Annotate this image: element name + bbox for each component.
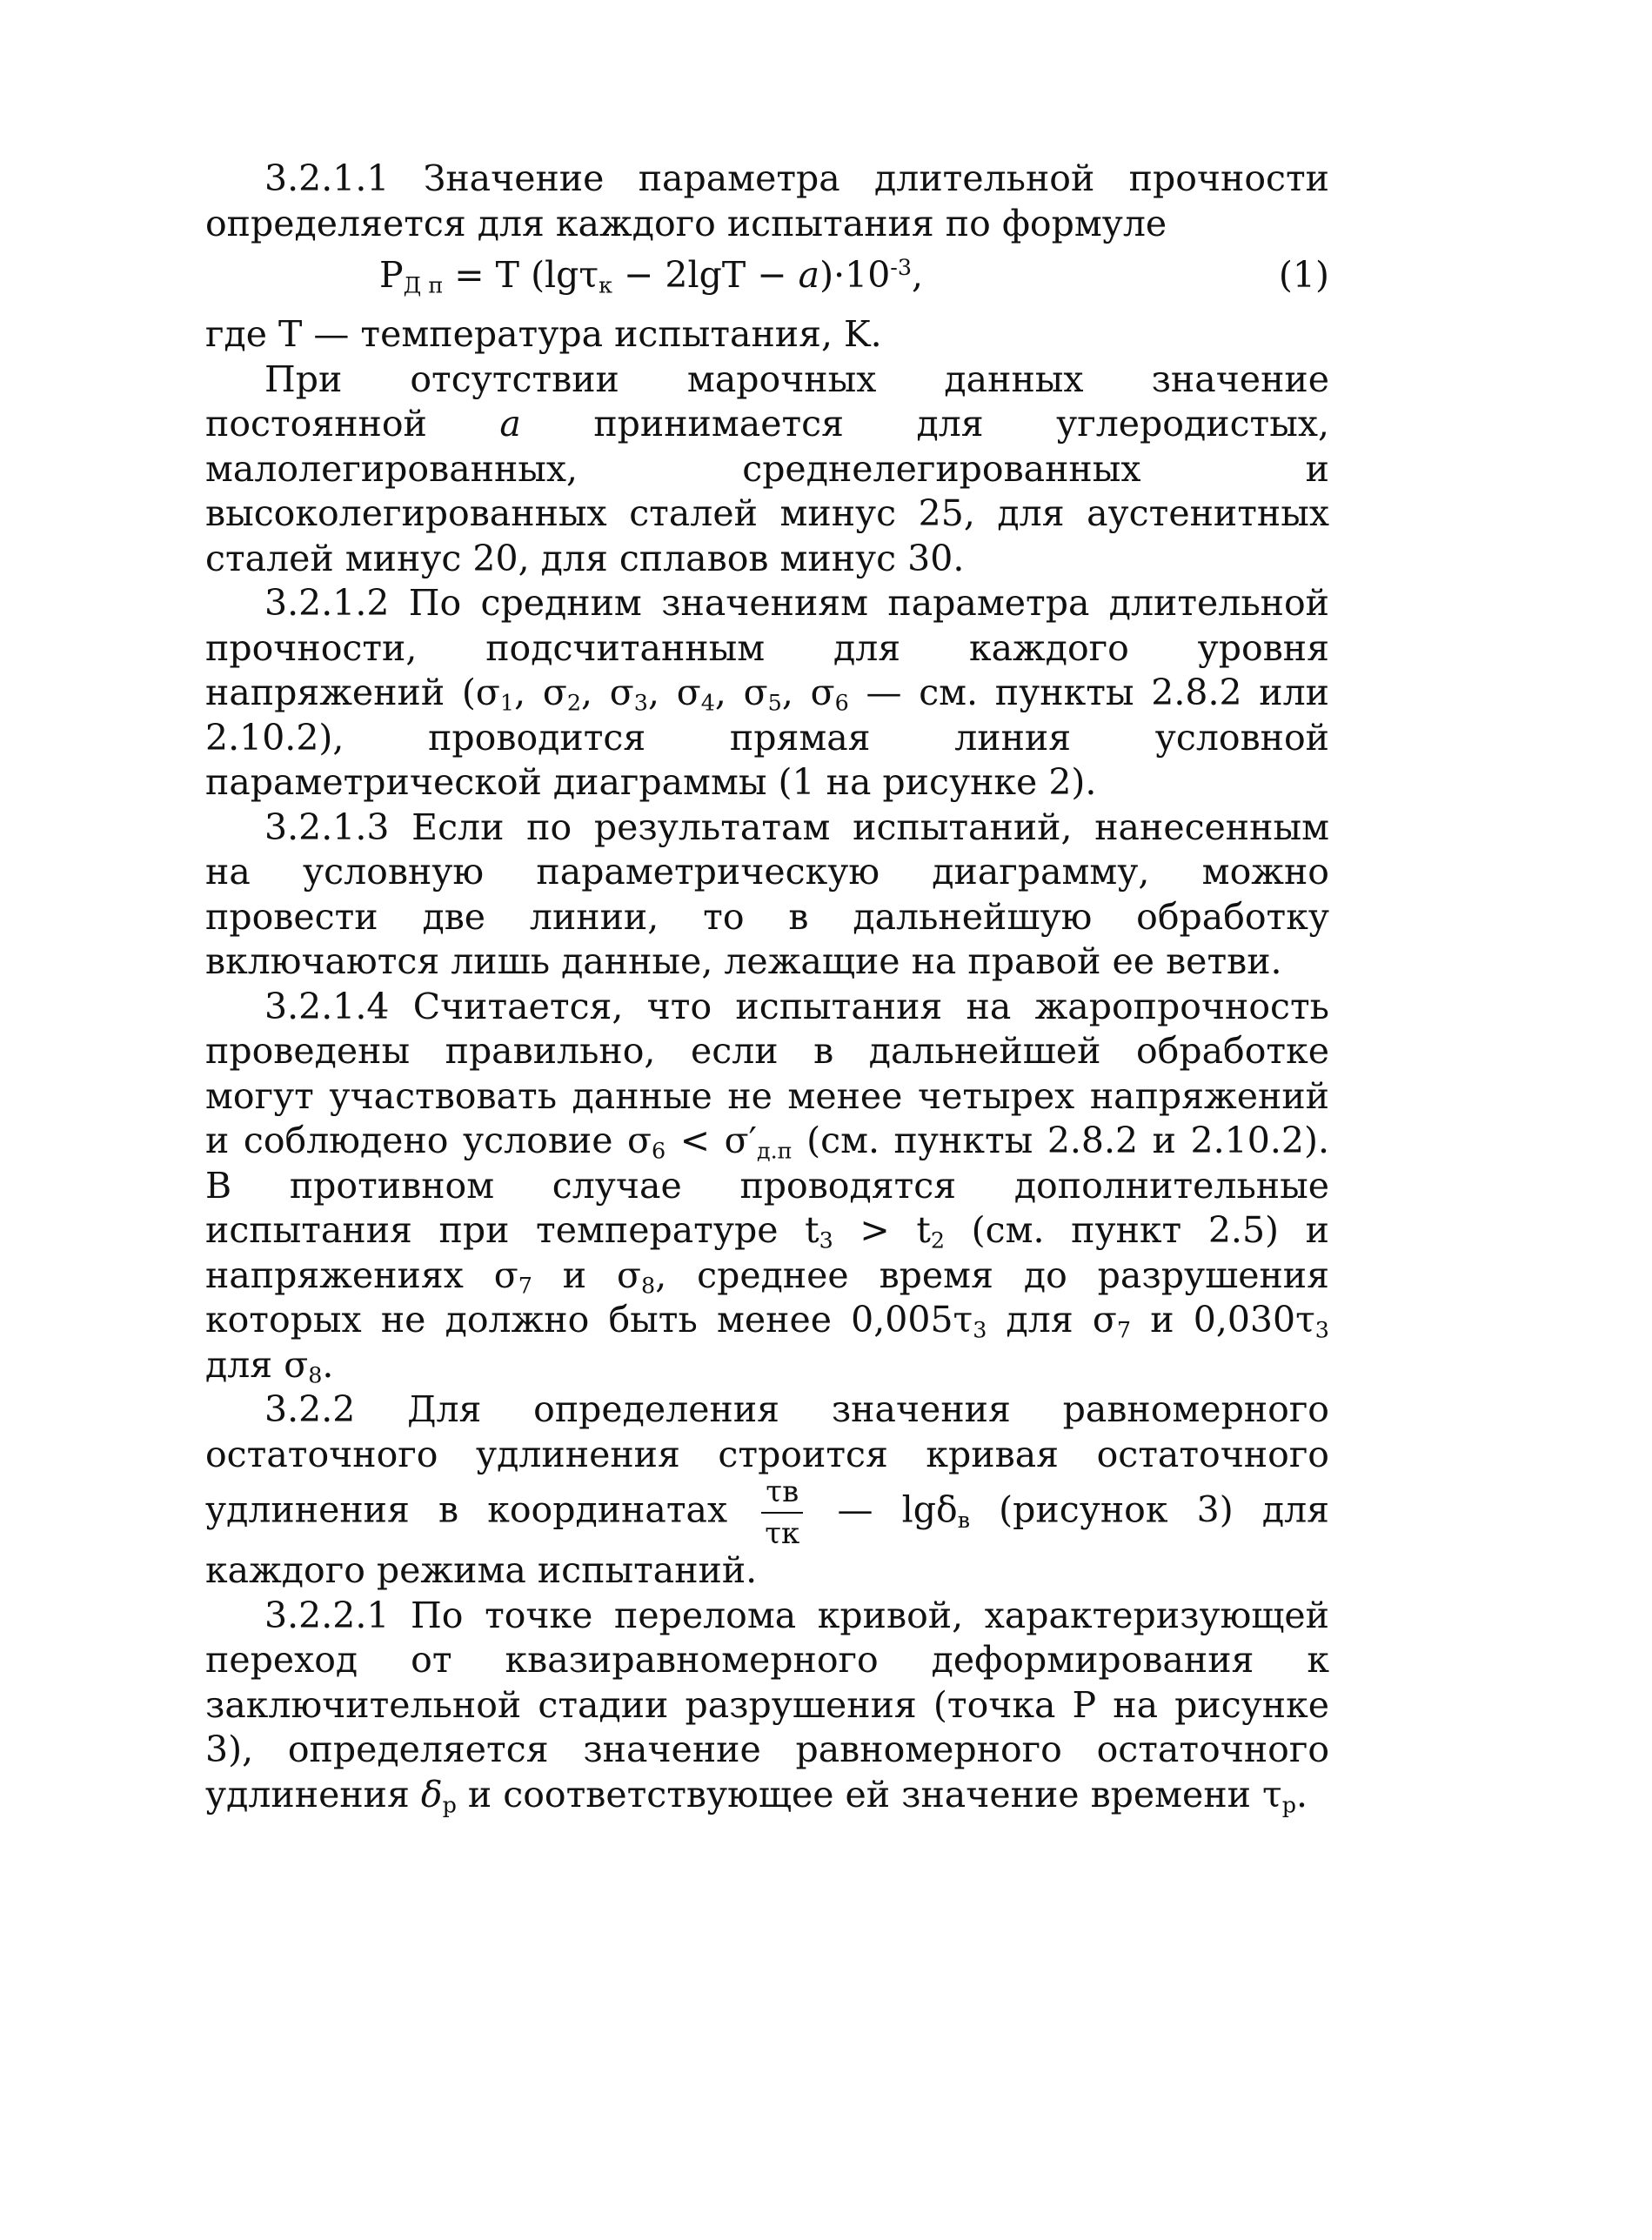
paragraph-3-2-2-1: 3.2.2.1 По точке перелома кривой, характеризующей переход от квазиравномерного деформирования к заключительной стадии разрушения (точка P на рисунке 3), определяется значение равномерного остаточного удлинения $\delta_p$ и соответствующее ей значение времени $\tau_p$. [205, 1594, 1329, 1817]
formula-1 [205, 250, 1329, 309]
fraction-tau-ratio: $\frac{\tau в}{\tau к}$ [761, 1477, 803, 1548]
paragraph-constant-a: При отсутствии марочных данных значение постоянной a принимается для углеродистых, малолегированных, среднелегированных и высоколегированных сталей минус 25, для аустенитных сталей минус 20, для сплавов минус 30. [205, 358, 1329, 579]
formula-expression: $P_{Д п} = T$ $(\lg\tau_к - 2\lg T - a)\cdot 10^{-3}$, [379, 254, 924, 298]
paragraph-3-2-1-2: 3.2.1.2 По средним значениям параметра длительной прочности, подсчитанным для каждого уровня напряжений ($\sigma_1$, $\sigma_2$, $\sigma_3$, $\sigma_4$, $\sigma_5$, $\sigma_6$ — см. пункты 2.8.2 или 2.10.2), проводится прямая линия условной параметрической диаграммы (1 на рисунке 2). [205, 582, 1329, 803]
paragraph-where: где T — температура испытания, K. [205, 313, 882, 355]
text-block [205, 157, 1329, 1817]
paragraph-3-2-1-4: 3.2.1.4 Считается, что испытания на жаропрочность проведены правильно, если в дальнейшей обработке могут участвовать данные не менее четырех напряжений и соблюдено условие $\sigma_6 < \sigma'_{д.п}$ (см. пункты 2.8.2 и 2.10.2). В противном случае проводятся дополнительные испытания при температуре $t_3 > t_2$ (см. пункт 2.5) и напряжениях $\sigma_7$ и $\sigma_8$, среднее время до разрушения которых не должно быть менее $0,005\tau_3$ для $\sigma_7$ и $0,030\tau_3$ для $\sigma_8$. [205, 985, 1329, 1387]
paragraph-text: 3.2.1.1 Значение параметра длительной прочности определяется для каждого испытания по формуле [205, 157, 1329, 244]
formula-number: (1) [1278, 254, 1329, 296]
paragraph-3-2-1-3: 3.2.1.3 Если по результатам испытаний, нанесенным на условную параметрическую диаграмму, можно провести две линии, то в дальнейшую обработку включаются лишь данные, лежащие на правой ее ветви. [205, 806, 1329, 982]
paragraph-3-2-1-1 [205, 157, 1329, 246]
paragraph-3-2-2: 3.2.2 Для определения значения равномерного остаточного удлинения строится кривая остаточного удлинения в координатах $\frac{\tau в}{\tau к}$ — lgδ$_в$ (рисунок 3) для каждого режима испытаний. [205, 1388, 1330, 1591]
